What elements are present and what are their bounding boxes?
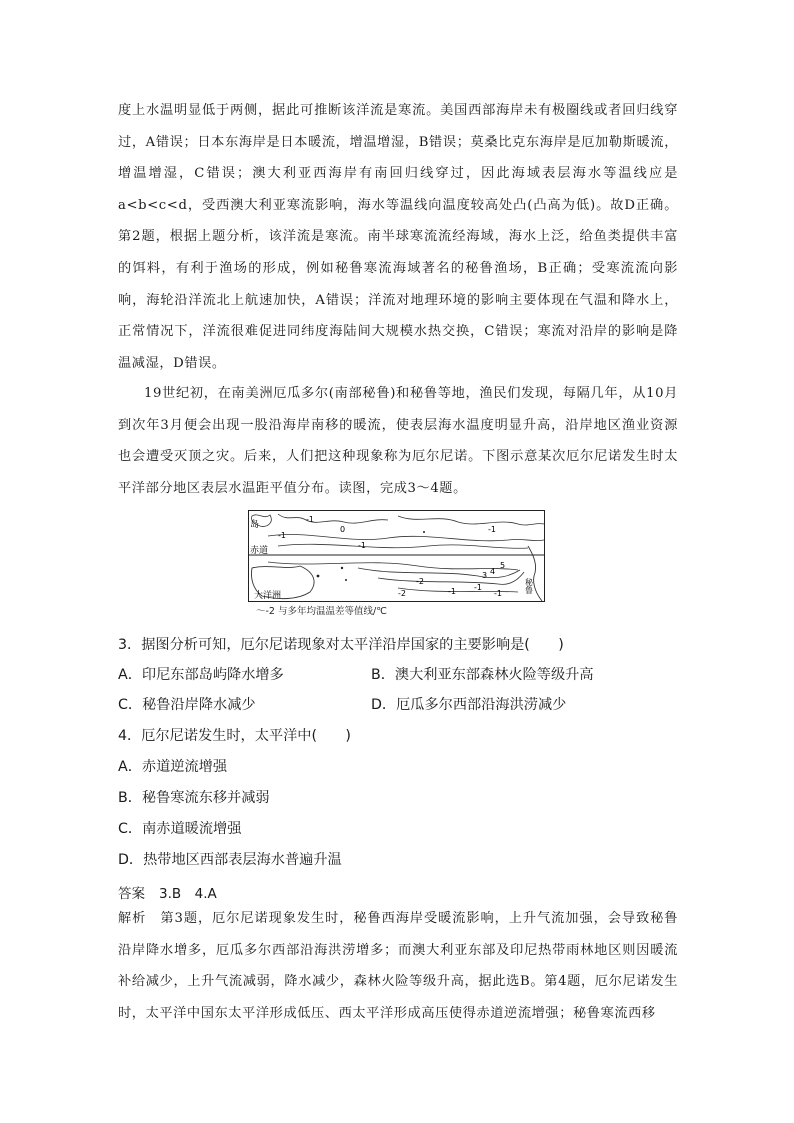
question-intro-paragraph: 19世纪初，在南美洲厄瓜多尔(南部秘鲁)和秘鲁等地，渔民们发现，每隔几年，从10月到次年3月便会出现一股沿海岸南移的暖流，使表层海水温度明显升高，沿岸地区渔业资源也会遭受灭顶之灾。后来，人们把这种现象称为厄尔尼诺。下图示意某次厄尔尼诺发生时太平洋部分地区表层水温距平值分布。读图，完成3～4题。 — [118, 386, 678, 496]
question-4-option-b: B．秘鲁寒流东移并减弱 — [118, 790, 270, 806]
isoline-label: -1 — [474, 583, 482, 592]
answer-label: 答案 — [118, 886, 145, 902]
isoline-label: 0 — [340, 525, 346, 534]
isoline-label: -1 — [448, 587, 456, 596]
figure-legend: 〜-2 与多年均温温差等值线/℃ — [256, 606, 387, 617]
question-3-stem: 3．据图分析可知，厄尔尼诺现象对太平洋沿岸国家的主要影响是( ) — [118, 637, 564, 653]
question-3-option-a: A．印尼东部岛屿降水增多 — [118, 667, 284, 683]
question-4-stem: 4．厄尔尼诺发生时，太平洋中( ) — [118, 728, 351, 744]
question-4-option-d: D．热带地区西部表层海水普遍升温 — [118, 852, 342, 868]
answer-value: 3.B 4.A — [159, 886, 217, 902]
question-3-option-d: D．厄瓜多尔西部沿海洪涝减少 — [371, 697, 567, 713]
oceania-label: 大洋洲 — [254, 591, 282, 601]
previous-explanation-paragraph: 度上水温明显低于两侧，据此可推断该洋流是寒流。美国西部海岸未有极圈线或者回归线穿过，A错误；日本东海岸是日本暖流，增温增湿，B错误；莫桑比克东海岸是厄加勒斯暖流，增温增湿，C错误；澳大利亚西海岸有南回归线穿过，因此海域表层海水等温线应是a<b<c<d，受西澳大利亚寒流影响，海水等温线向温度较高处凸(凸高为低)。故D正确。第2题，根据上题分析，该洋流是寒流。南半球寒流流经海域，海水上泛，给鱼类提供丰富的饵料，有利于渔场的形成，例如秘鲁寒流海域著名的秘鲁渔场，B正确；受寒流流向影响，海轮沿洋流北上航速加快，A错误；洋流对地理环境的影响主要体现在气温和降水上，正常情况下，洋流很难促进同纬度海陆间大规模水热交换，C错误；寒流对沿岸的影响是降温减湿，D错误。 — [118, 103, 678, 371]
isoline-label: -1 — [306, 515, 314, 524]
answer-line — [118, 882, 217, 902]
equator-label: 赤道 — [250, 546, 269, 556]
isoline-label: -1 — [488, 525, 496, 534]
question-4-option-a: A．赤道逆流增强 — [118, 759, 228, 775]
question-3-option-b: B．澳大利亚东部森林火险等级升高 — [371, 667, 594, 683]
isoline-label: -1 — [494, 589, 502, 598]
isoline-label: 3 — [482, 571, 488, 580]
explanation-paragraph: 解析 第3题，厄尔尼诺现象发生时，秘鲁西海岸受暖流影响，上升气流加强，会导致秘鲁沿岸降水增多，厄瓜多尔西部沿海洪涝增多；而澳大利亚东部及印尼热带雨林地区则因暖流补给减少，上升气流减弱，降水减少，森林火险等级升高，据此选B。第4题，厄尔尼诺发生时，太平洋中国东太平洋形成低压、西太平洋形成高压使得赤道逆流增强；秘鲁寒流西移 — [118, 911, 678, 1021]
island-label: 岛 — [250, 520, 260, 530]
isoline-label: -2 — [416, 577, 424, 586]
peru-label: 秘鲁 — [524, 578, 534, 594]
sst-anomaly-map — [248, 510, 545, 611]
isoline-label: 4 — [490, 567, 496, 576]
isoline-label: -2 — [398, 589, 406, 598]
isoline-label: -1 — [358, 541, 366, 550]
isoline-label: 5 — [500, 561, 506, 570]
isoline-label: -1 — [278, 531, 286, 540]
question-4-option-c: C．南赤道暖流增强 — [118, 821, 242, 837]
question-3-option-c: C．秘鲁沿岸降水减少 — [118, 697, 256, 713]
